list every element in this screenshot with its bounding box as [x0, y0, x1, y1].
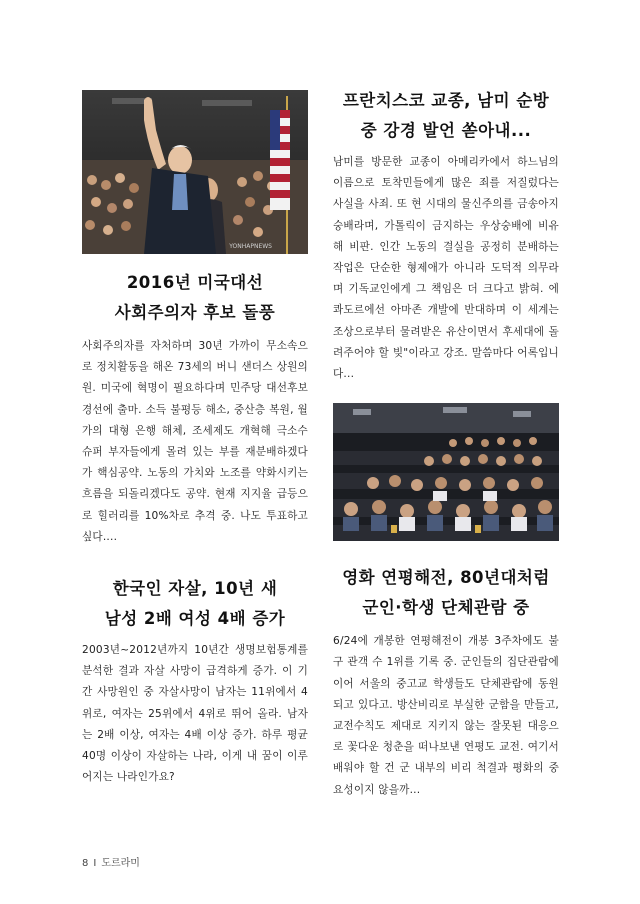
cinema-audience-image: [333, 403, 559, 541]
headline-line-1: 프란치스코 교종, 남미 순방: [342, 91, 550, 110]
article-headline: [333, 86, 559, 146]
headline-line-1: 영화 연평해전, 80년대처럼: [342, 568, 550, 588]
article-body: 남미를 방문한 교종이 아메리카에서 하느님의 이름으로 토착민들에게 많은 죄를 저질렀다는 사실을 사죄. 또 현 시대의 물신주의를 금송아지 숭배라며, 가톨릭이 금지하는 우상숭배에 비유해 비판. 인간 노동의 결실을 공정히 분배하는 작업은 단순한 형제애가 아니라 도덕적 의무라며 기독교인에게 그 책임은 더 크다고 밝혀. 에콰도르에선 아마존 개발에 반대하며 이 세계는 조상으로부터 물려받은 유산이면서 후세대에 돌려주어야 할 빚"이라고 강조. 말씀마다 어록입니다...: [333, 156, 559, 381]
headline-line-2: 사회주의자 후보 돌풍: [114, 303, 276, 322]
headline-line-1: 2016년 미국대선: [126, 273, 264, 292]
article-headline: [333, 563, 559, 623]
politician-speech-image: [82, 90, 308, 254]
politician-speech-photo: [82, 90, 308, 254]
page-footer: [82, 854, 140, 869]
photo-watermark: YONHAPNEWS: [229, 243, 272, 250]
left-column: [82, 90, 308, 788]
headline-line-1: 한국인 자살, 10년 새: [112, 579, 278, 599]
headline-line-2: 군인·학생 단체관람 중: [362, 598, 530, 618]
headline-line-2: 중 강경 발언 쏟아내...: [360, 121, 532, 140]
cinema-audience-photo: [333, 403, 559, 541]
article-headline: [82, 574, 308, 634]
headline-line-2: 남성 2배 여성 4배 증가: [104, 609, 286, 629]
page-number: 8: [82, 858, 89, 869]
footer-separator: I: [93, 858, 97, 869]
article-body: 6/24에 개봉한 연평해전이 개봉 3주차에도 불구 관객 수 1위를 기록 중. 군인들의 집단관람에 이어 서울의 중고교 학생들도 단체관람에 동원되고 있다고. 방산비리로 부실한 군함을 만들고, 교전수칙도 제대로 지키지 않는 잘못된 대응으로 꽃다운 청춘을 떠나보낸 연평도 교전. 여기서 배워야 할 건 군 내부의 비리 척결과 평화의 중요성이지 않을까...: [333, 635, 559, 796]
article-body: 사회주의자를 자처하며 30년 가까이 무소속으로 정치활동을 해온 73세의 버니 샌더스 상원의원. 미국에 혁명이 필요하다며 민주당 대선후보 경선에 출마. 소득 불평등 해소, 중산층 복원, 월가의 대형 은행 해체, 조세제도 개혁해 극소수 슈퍼 부자들에게 몰려 있는 부를 재분배하겠다가 핵심공약. 노동의 가치와 노조를 약화시키는 흐름을 되돌리겠다도 공약. 현재 지지율 급등으로 힐러리를 10%차로 추격 중. 나도 투표하고 싶다....: [82, 340, 308, 543]
magazine-name: 도르라미: [101, 858, 140, 869]
article-headline: [82, 268, 308, 328]
right-column: [333, 86, 559, 801]
article-body: 2003년~2012년까지 10년간 생명보험통계를 분석한 결과 자살 사망이 급격하게 증가. 이 기간 사망원인 중 자살사망이 남자는 11위에서 4위로, 여자는 25위에서 4위로 뛰어 올라. 남자는 2배 이상, 여자는 4배 이상 증가. 하루 평균 40명 이상이 자살하는 나라, 이게 내 꿈이 이루어지는 나라인가요?: [82, 644, 308, 784]
